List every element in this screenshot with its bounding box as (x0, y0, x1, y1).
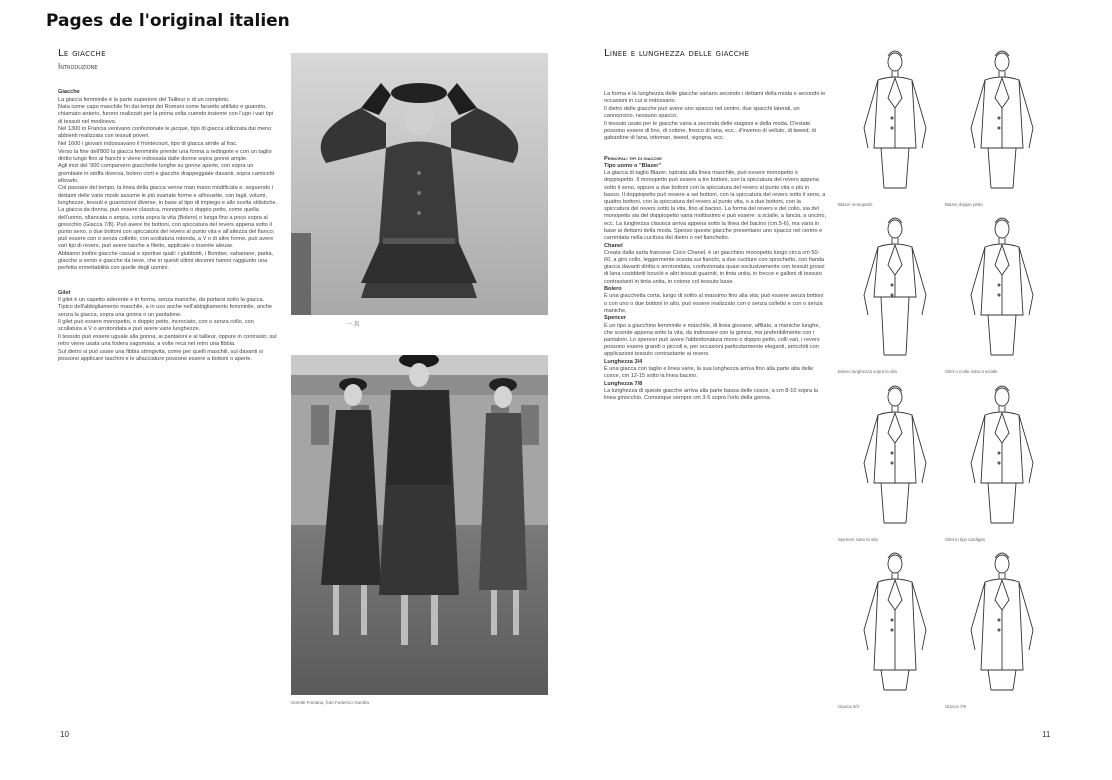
sketch-caption: Blazer doppio petto (945, 202, 983, 207)
paragraph: Abbiamo inoltre giacche casual e sportive quali: i giubbotti, i Bomber, sahariane, parka, giacche a vento e giacche da neve, che in questi ultimi decenni hanno raggiunto una perfetta ermettabilità con quelle degli uomini. (58, 251, 274, 272)
left-text-column (58, 50, 278, 364)
section-heading-gilet: Gilet (58, 290, 71, 296)
jacket-sketch (955, 550, 1050, 700)
jacket-sketch (848, 215, 943, 365)
type-heading: Lunghezza 3/4 (604, 359, 643, 366)
paragraph: È un tipo a giacchino femminile e maschile, di linea giovane, affilato, a maniche lunghe, che scende appena sotto la vita, da indossare con la gonna, ma preferibilmente con i pantaloni. Lo spencer può avere l'abbottonatura mono o doppio petto, colli vari, i revers possono essere grandi o piccoli e, per occasioni particolarmente eleganti, arricchiti con applicazioni tessuto contrastante ai revers. (604, 322, 821, 358)
sketch-caption: Giacca 7/8 (945, 704, 966, 709)
paragraph: La giacca femminile è la parte superiore del Tailleur o di un completo. (58, 96, 230, 103)
jacket-sketch (955, 48, 1050, 198)
paragraph: Il gilet è un capetto aderente e in forma, senza maniche, da portarsi sotto la giacca. Tipico dell'abbigliamento maschile, a in uso anche nell'abbigliamento femminile, anche senza la giacca, sopra una gonna o un pantalone. (58, 297, 272, 318)
page-header: Pages de l'original italien (46, 11, 290, 31)
paragraph: È una giacca con taglio e linea varie, la sua lunghezza arriva fino alla parte alta delle cosce, cm 12-15 sotto la linea bacino. (604, 366, 814, 380)
paragraph: Nel 1600 i giovani indossavano il frontecourt, tipo di giacca simile al frac. (58, 141, 238, 147)
photo-top-mark: 一 名 (346, 322, 360, 328)
paragraph: Sul dietro si può usare una fibbia stringivita, come per quelli maschili, sul davanti si possono applicare taschini e le allacciature possono essere a bottoni o aperte. (58, 348, 263, 362)
type-heading: Tipo uomo o "Blazer" (604, 163, 662, 169)
right-page-title: Linee e lunghezza delle giacche (604, 48, 750, 59)
sketch-caption: Blazer monopetto (838, 202, 873, 207)
paragraph: Il dietro delle giacche può avere uno spacco nel centro, due spacchi laterali, un cannoncino, nessuno spacco. (604, 106, 800, 120)
paragraph: Verso la fine dell'800 la giacca femminile prende una forma a redingote e con un taglio diritto lungo fino ai fianchi e viene indossata dalle donne sopra gonne ampie. (58, 148, 272, 162)
paragraph: Nel 1300 in Francia venivano confezionate le jacque, tipo di giacca utilizzata dai meno abbienti realizzata con tessuti poveri. (58, 126, 272, 140)
types-heading: Principali tipi di giacche (604, 155, 662, 162)
sketch-caption: Spencer sotto la vita (838, 537, 878, 542)
jacket-sketch (955, 383, 1050, 533)
paragraph: La forma e la lunghezza delle giacche variano secondo i dettami della moda e secondo le occasioni in cui si indossano. (604, 91, 826, 105)
paragraph: Creata dalla sarta francese Coco Chanel, è un giacchino monopetto lungo circa cm 50-60, a giro collo, leggermente scesta sui fianchi, a due cuciture con sprochetto, con fianda giacca davanti diritta o arrotondata, confezionata quasi esclusivamente con tessuti grossi di lana cosiddetti bouclé e altri tessuti guarniti, in tinta unita, in trecce e galloni di tessuto contrastanti in tinta unita, in cotone col tessuto base. (604, 249, 825, 285)
paragraph: La giacca da donna, può essere classica, monopetto o doppio petto, come quella dell'uomo, sfiancata o ampia, corta sopra la vita (Bolero) o lunga fino a poco sopra al ginocchio (Giacca 7/8). Può avere tre bottoni, con spiccatura del revers appena sotto il punto seno, o due bottoni con spiccatura del revers al punto vita e all'altezza del fianco; può essere con o senza colletto, con scollatura rotonda, a V o di altre forme, può avere vari tipi di revers, può avere tasche a filetto, applicate o inserite aleuse. (58, 207, 275, 250)
paragraph: La lunghezza di queste giacche arriva alla parte bassa delle cosce, a cm 8-10 sopra la linea ginocchio. Comunque sempre cm 3-5 sopra l'orlo della gonna. (604, 388, 818, 402)
paragraph: Il tessuto può essere uguale alla gonna, ai pantaloni e al tailleur, oppure in contrasto; sul retro viene usata una fodera sagomata, a volte reca nel retro una fibbia. (58, 334, 277, 348)
right-text-column (604, 50, 826, 403)
paragraph: Nata come capo maschile fin dai tempi dei Romani come farsetto attillato e guarnito, chiamato anterio, furono realizzati per la prima volta cuendo insieme con l'ugo i vari tipi di tessuti nel medioevo. (58, 104, 273, 125)
jacket-sketch (955, 215, 1050, 365)
page-number-right: 11 (1042, 730, 1051, 739)
jacket-sketch (848, 383, 943, 533)
type-heading: Lunghezza 7/8 (604, 381, 643, 388)
jacket-sketch (848, 48, 943, 198)
paragraph: Il tessuto usato per le giacche varia a seconda delle stagioni e della moda. D'estate possono essere di lino, di cotone, fresco di lana, ecc.; d'inverno di velluto, di tweed, di gabardine di lana, ottoman, tweed, vigogna, ecc. (604, 120, 816, 142)
sketch-caption: Gilet in tipo cardigan (945, 537, 986, 542)
type-heading: Bolero (604, 286, 622, 293)
sketch-caption: Gilet o crolle sotto a scialle (945, 369, 998, 374)
page-number-left: 10 (60, 730, 69, 739)
jacket-sketch (848, 550, 943, 700)
section-heading-giacche: Giacche (58, 89, 80, 96)
paragraph: Agli inizi del '900 comparvero giacchette lunghe su gonne aperte, con sopra un grembiale in stoffa diversa, bolero corti e giacche drappeggiate davanti, sopra camicetti elbowlo. (58, 163, 274, 184)
sketch-caption: Giacca 3/4 (838, 704, 859, 709)
type-heading: Chanel (604, 242, 623, 249)
type-heading: Spencer (604, 315, 627, 322)
sketch-caption: Bolero lunghezza sopra la vita (838, 369, 897, 374)
paragraph: La giacca di taglio Blazer, ispirata alla linea maschile, può essere monopetto o doppiopetto. Il monopetto può essere a tre bottoni, con la spiccatura del revers appena sotto il seno, oppure a due bottoni con la spiccatura del revers al punto vita o più in basso. Il doppiopetto può essere a sei bottoni, con la spiccatura del revers sotto il seno, a quattro bottoni, con la spiccatura del revers al punto vita, o a due bottoni, con la spiccatura del revers sotto la vita, fino al bacino. La forma del revers e del collo, sia del monopetto sia del doppiopetto varia moltissimo e può essere: a scialle, a lancia, a uncino, ecc. La lunghezza classica arriva appena sotto la linea del bacino (cm.5-6), ma varia in base ai dettami della moda. Spesso queste giacche presentano uno spacco nel centro e carrentata nella cucitura del dietro o nel fianchetto. (604, 170, 827, 242)
left-page-subtitle: Introduzione (58, 62, 98, 72)
paragraph: Col passare del tempo, la linea della giacca venne man mano modificata e, seguendo i dettami delle varie mode assume le più svariate forme e silhouette, con tagli, volumi, lunghezze, tessuti e guarnizioni diverse, in base al tipo di impiego e allo scelta stilistiche. (58, 185, 278, 206)
left-page-title: Le giacche (58, 48, 106, 59)
paragraph: Il gilet può essere monopetto, o doppio petto, incrociato, con o senza collo, con scollatura a V o arrotondata e può avere varie lunghezze. (58, 319, 254, 333)
photo-caption: Sorelle Fontana, foto Federico Garolla (291, 700, 369, 705)
photo-top-model (291, 53, 548, 315)
paragraph: È una giacchetta corta, lungo di solito al massimo fino alla vita; può essere senza bottoni o con uno o due bottoni in alto, può essere realizzato con o senza colletto e con o senza maniche. (604, 293, 824, 314)
photo-bottom-three-models (291, 355, 548, 695)
